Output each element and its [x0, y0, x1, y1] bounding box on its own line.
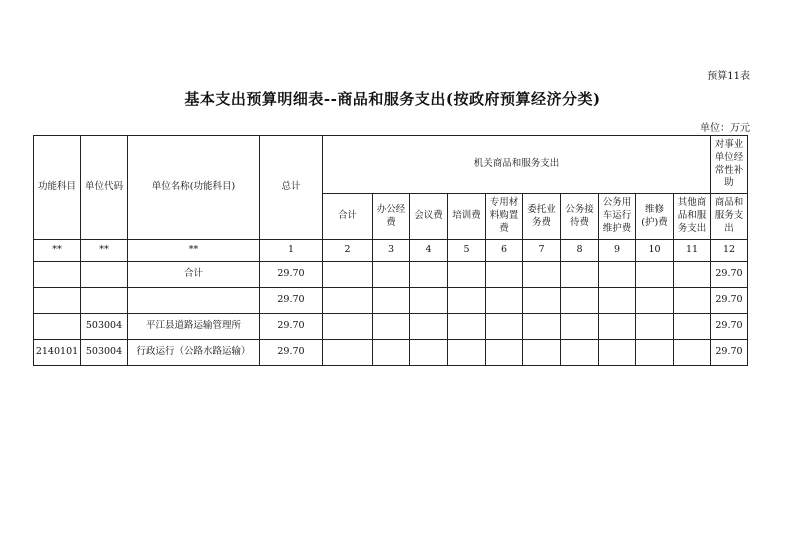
header-col: 合计 [323, 194, 373, 240]
cell-name: 行政运行（公路水路运输） [128, 340, 260, 366]
header-subsidy-sub: 商品和服务支出 [711, 194, 748, 240]
header-unit-code: 单位代码 [81, 136, 128, 240]
index-row [34, 240, 748, 262]
index-cell: 8 [561, 240, 599, 262]
table-row [34, 262, 748, 288]
index-cell: 12 [711, 240, 748, 262]
index-cell: 3 [373, 240, 410, 262]
header-col: 会议费 [410, 194, 448, 240]
unit-label: 单位：万元 [700, 123, 750, 134]
cell-total: 29.70 [260, 262, 323, 288]
index-cell: 11 [674, 240, 711, 262]
index-cell: ** [128, 240, 260, 262]
cell-subsidy: 29.70 [711, 314, 748, 340]
page-title: 基本支出预算明细表--商品和服务支出(按政府预算经济分类) [184, 90, 601, 108]
cell-code [81, 262, 128, 288]
header-col: 维修(护)费 [636, 194, 674, 240]
cell-name [128, 288, 260, 314]
header-subsidy-group: 对事业单位经常性补助 [711, 136, 748, 194]
header-total: 总计 [260, 136, 323, 240]
index-cell: ** [34, 240, 81, 262]
cell-subsidy: 29.70 [711, 262, 748, 288]
cell-total: 29.70 [260, 288, 323, 314]
table-row [34, 288, 748, 314]
cell-subsidy: 29.70 [711, 340, 748, 366]
cell-code: 503004 [81, 314, 128, 340]
cell-total: 29.70 [260, 340, 323, 366]
index-cell: 7 [523, 240, 561, 262]
index-cell: 4 [410, 240, 448, 262]
index-cell: 10 [636, 240, 674, 262]
cell-func [34, 262, 81, 288]
index-cell: 2 [323, 240, 373, 262]
cell-code: 503004 [81, 340, 128, 366]
budget-table [33, 135, 748, 366]
table-row [34, 340, 748, 366]
header-col: 办公经费 [373, 194, 410, 240]
header-col: 公务用车运行维护费 [599, 194, 636, 240]
header-col: 公务接待费 [561, 194, 599, 240]
index-cell: 6 [486, 240, 523, 262]
cell-subsidy: 29.70 [711, 288, 748, 314]
header-col: 委托业务费 [523, 194, 561, 240]
cell-code [81, 288, 128, 314]
cell-func [34, 288, 81, 314]
cell-func: 2140101 [34, 340, 81, 366]
index-cell: 9 [599, 240, 636, 262]
index-cell: 1 [260, 240, 323, 262]
header-col: 培训费 [448, 194, 486, 240]
cell-func [34, 314, 81, 340]
index-cell: 5 [448, 240, 486, 262]
cell-total: 29.70 [260, 314, 323, 340]
cell-name: 平江县道路运输管理所 [128, 314, 260, 340]
cell-name: 合计 [128, 262, 260, 288]
table-number-label: 预算11表 [707, 71, 750, 82]
header-func-code: 功能科目 [34, 136, 81, 240]
header-col: 其他商品和服务支出 [674, 194, 711, 240]
header-group-goods: 机关商品和服务支出 [323, 136, 711, 194]
header-unit-name: 单位名称(功能科目) [128, 136, 260, 240]
header-col: 专用材料购置费 [486, 194, 523, 240]
table-row [34, 314, 748, 340]
index-cell: ** [81, 240, 128, 262]
